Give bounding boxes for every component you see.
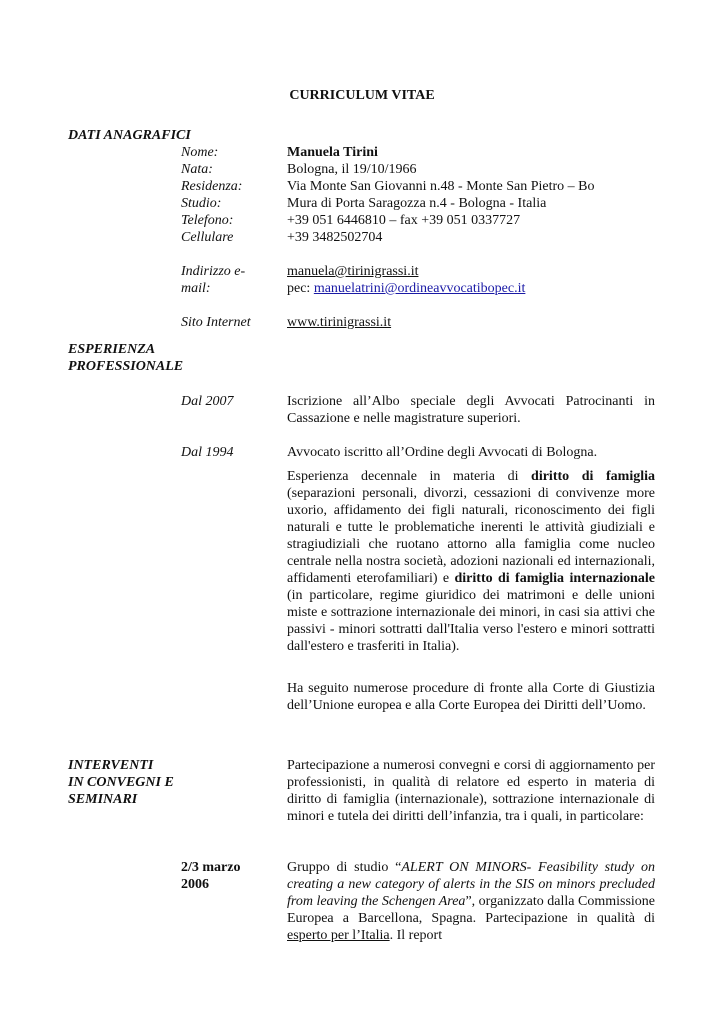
value-nata: Bologna, il 19/10/1966 [287,162,417,177]
email-link[interactable]: manuela@tirinigrassi.it [287,264,419,279]
event-part-a: Gruppo di studio “ [287,860,402,875]
label-nome: Nome: [181,145,219,160]
experience-paragraph-famiglia [287,468,655,655]
interventi-intro: Partecipazione a numerosi convegni e corsi di aggiornamento per professionisti, in qualità di relatore ed esperto in materia di diritto di famiglia (internazionale), sottrazione internazionale di minori e tutela dei diritti dell’infanzia, tra i quali, in particolare: [287,758,655,824]
event-esperto-underlined: esperto per l’Italia [287,928,390,943]
label-email-line1: Indirizzo e- [181,264,246,279]
value-studio: Mura di Porta Saragozza n.4 - Bologna - Italia [287,196,547,211]
section-esperienza-line1: ESPERIENZA [68,342,156,357]
experience-text-1994: Avvocato iscritto all’Ordine degli Avvocati di Bologna. [287,445,598,460]
experience-date-1994: Dal 1994 [181,445,234,460]
event-part-e: . Il report [389,928,443,943]
label-telefono: Telefono: [181,213,234,228]
label-email-line2: mail: [181,281,211,296]
p1-part-e: (in particolare, regime giuridico dei matrimoni e delle unioni miste e sottrazione internazionale dei minori, in casi sia attivi che passivi - minori sottratti dall'Italia verso l'estero e minori sottratti dall'estero e trasferiti in Italia). [287,588,655,654]
label-nata: Nata: [181,162,213,177]
pec-prefix: pec: [287,281,314,296]
document-title: CURRICULUM VITAE [289,88,435,103]
p1-bold-diritto-famiglia-internazionale: diritto di famiglia internazionale [454,571,655,586]
event-part-c: ”, organizzato dalla Commissione Europea a Barcellona, Spagna. Partecipazione in qualità di [287,894,655,926]
section-interventi-line2: IN CONVEGNI E [68,775,174,790]
label-cellulare: Cellulare [181,230,234,245]
event-title-italic: ALERT ON MINORS- Feasibility study on creating a new category of alerts in the SIS on minors precluded from leaving the Schengen Area [287,860,655,909]
section-dati-anagrafici: DATI ANAGRAFICI [68,128,191,143]
event-date-line2: 2006 [181,877,209,892]
website-link[interactable]: www.tirinigrassi.it [287,315,392,330]
experience-text-2007: Iscrizione all’Albo speciale degli Avvocati Patrocinanti in Cassazione e nelle magistrature superiori. [287,394,655,426]
section-interventi-line3: SEMINARI [68,792,138,807]
event-date-line1: 2/3 marzo [181,860,241,875]
value-residenza: Via Monte San Giovanni n.48 - Monte San Pietro – Bo [287,179,595,194]
label-residenza: Residenza: [181,179,243,194]
label-sito: Sito Internet [181,315,251,330]
section-esperienza-line2: PROFESSIONALE [68,359,184,374]
value-telefono: +39 051 6446810 – fax +39 051 0337727 [287,213,521,228]
pec-email-link[interactable]: manuelatrini@ordineavvocatibopec.it [313,281,526,296]
section-interventi-line1: INTERVENTI [68,758,154,773]
label-studio: Studio: [181,196,222,211]
experience-date-2007: Dal 2007 [181,394,234,409]
p1-part-c: (separazioni personali, divorzi, cessazioni di convivenze more uxorio, affidamento dei figli naturali, riconoscimento dei figli naturali e tutte le problematiche inerenti le attività giudiziali e stragiudiziali che ruotano attorno alla famiglia come nucleo centrale nella nostra società, adozioni nazionali ed internazionali, affidamenti eterofamiliari) e [287,486,655,586]
p1-part-a: Esperienza decennale in materia di [287,469,532,484]
event-description [287,859,655,944]
p1-bold-diritto-famiglia: diritto di famiglia [531,469,655,484]
experience-paragraph-corti: Ha seguito numerose procedure di fronte alla Corte di Giustizia dell’Unione europea e alla Corte Europea dei Diritti dell’Uomo. [287,681,655,713]
value-nome: Manuela Tirini [287,145,378,160]
value-cellulare: +39 3482502704 [287,230,383,245]
